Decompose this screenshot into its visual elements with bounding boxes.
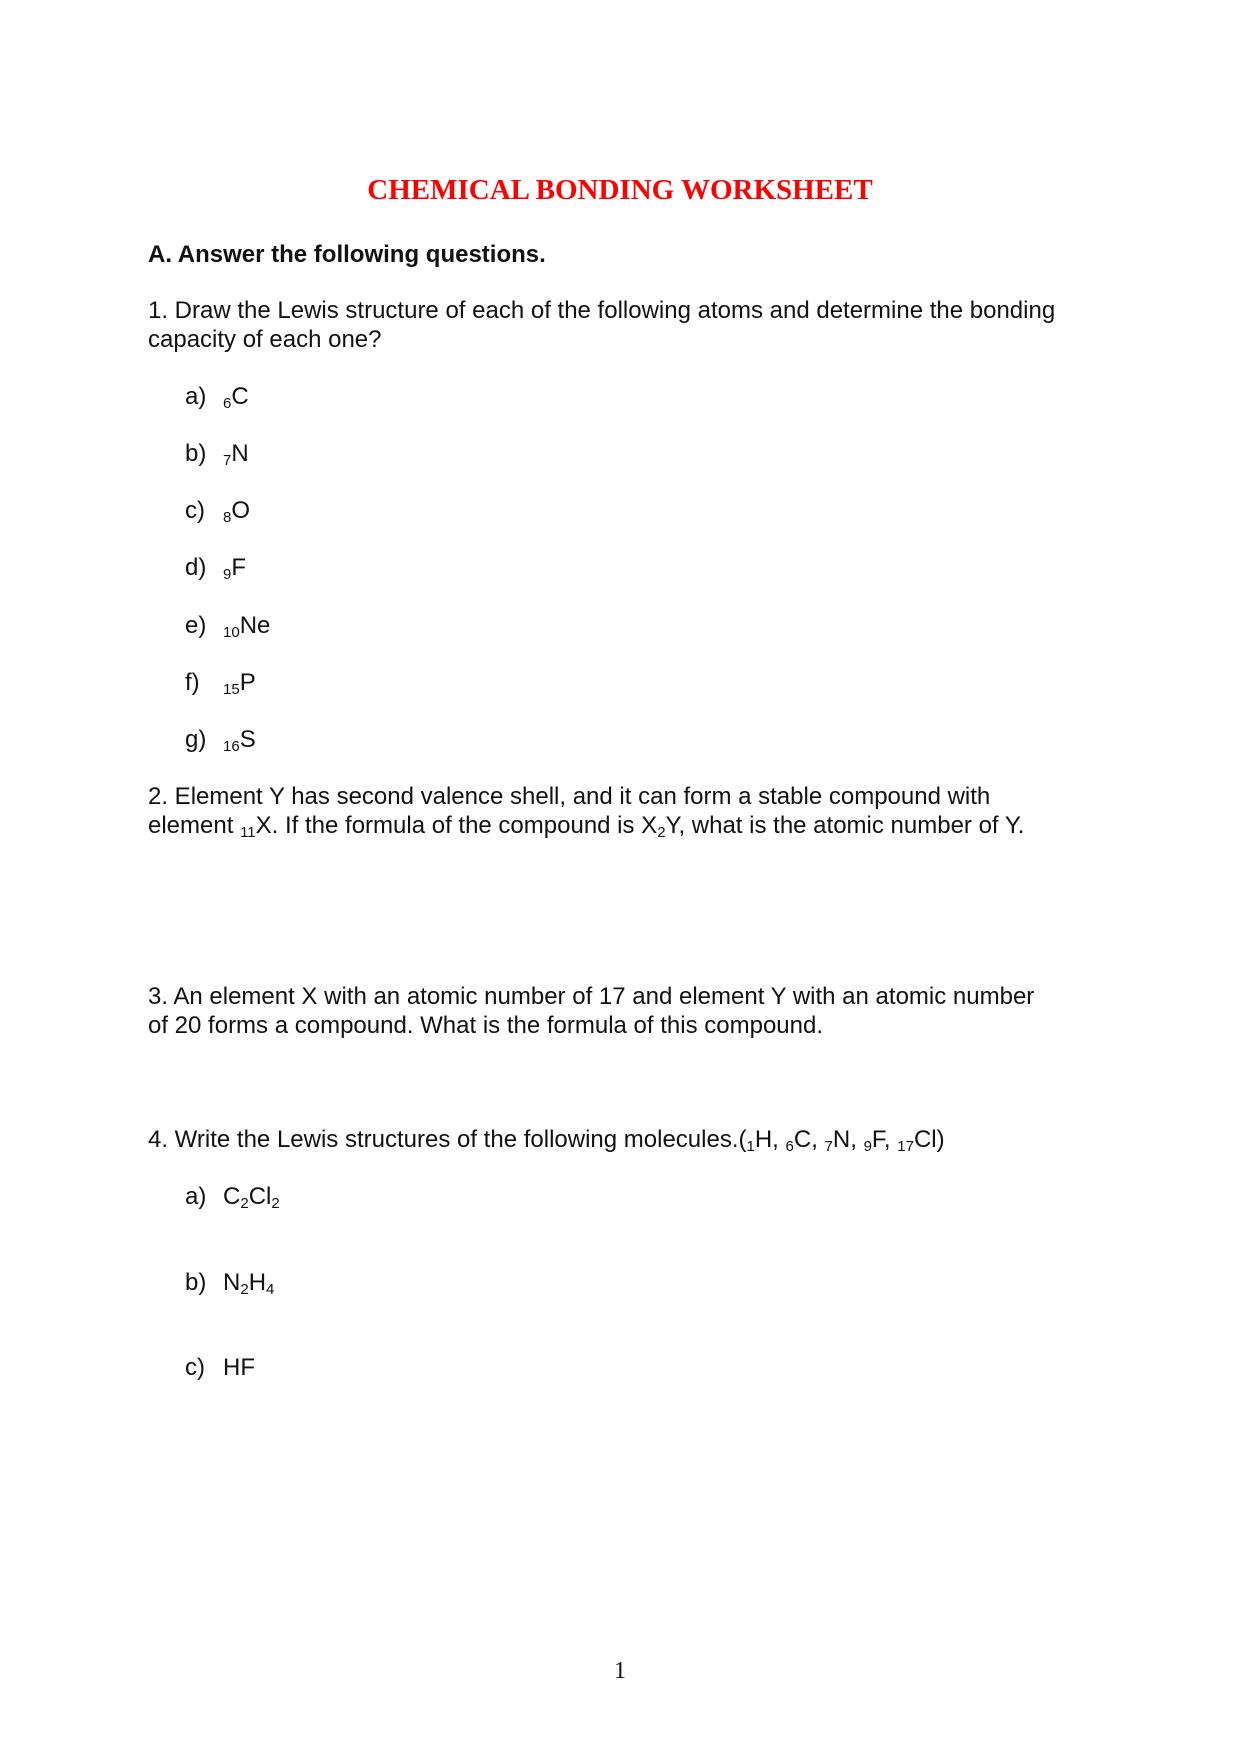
q4-prefix: 4. Write the Lewis structures of the following molecules.( [148, 1126, 747, 1153]
item-label: d) [185, 554, 207, 581]
q1-item-c [185, 496, 250, 532]
q1-line2: capacity of each one? [148, 326, 382, 353]
atomic-number: 7 [824, 1138, 833, 1155]
separator: , [772, 1126, 786, 1153]
element-symbol: H [754, 1126, 773, 1153]
q2-line1: 2. Element Y has second valence shell, and it can form a stable compound with [148, 783, 991, 810]
q4-item-c [185, 1353, 255, 1382]
formula-part: HF [223, 1354, 255, 1381]
q3-line2: of 20 forms a compound. What is the formula of this compound. [148, 1012, 823, 1039]
item-label: c) [185, 1354, 205, 1381]
atomic-number: 16 [223, 738, 240, 755]
formula-part: N [223, 1269, 241, 1296]
item-label: f) [185, 669, 200, 696]
atomic-number: 17 [897, 1138, 914, 1155]
q4-item-a [185, 1182, 280, 1218]
q1-item-d [185, 553, 246, 589]
element-symbol: S [239, 726, 256, 753]
atomic-number: 15 [223, 681, 240, 698]
element-symbol: Ne [239, 612, 271, 639]
atomic-number: 8 [223, 509, 232, 526]
formula-subscript: 2 [271, 1195, 280, 1212]
element-symbol: O [231, 497, 251, 524]
formula-part: Cl [248, 1183, 272, 1210]
separator: , [883, 1126, 898, 1153]
section-heading: A. Answer the following questions. [148, 241, 546, 268]
element-symbol: C [231, 383, 249, 410]
q4-item-b [185, 1268, 274, 1304]
separator: , [811, 1126, 825, 1153]
element-symbol: N [832, 1126, 851, 1153]
subscript-count: 2 [657, 824, 666, 841]
separator: , [850, 1126, 864, 1153]
q2-line2 [148, 811, 1024, 847]
atomic-number: 1 [746, 1138, 755, 1155]
q4-line1 [148, 1125, 945, 1161]
element-symbol: P [239, 669, 256, 696]
atomic-number: 9 [223, 566, 232, 583]
item-label: g) [185, 726, 207, 753]
atomic-number: 6 [785, 1138, 794, 1155]
q1-line1: 1. Draw the Lewis structure of each of the following atoms and determine the bonding [148, 297, 1056, 324]
element-symbol: F [231, 554, 247, 581]
atomic-number: 11 [240, 824, 256, 841]
element-symbol: C [793, 1126, 812, 1153]
q3-line1: 3. An element X with an atomic number of 17 and element Y with an atomic number [148, 983, 1035, 1010]
item-label: b) [185, 1269, 207, 1296]
q2-text-a: element [148, 812, 241, 839]
element-symbol: Cl [913, 1126, 937, 1153]
element-symbol: N [231, 440, 249, 467]
q1-item-f [185, 668, 256, 704]
item-label: a) [185, 1183, 207, 1210]
page-number: 1 [614, 1658, 626, 1684]
formula-part: H [248, 1269, 267, 1296]
formula-subscript: 4 [266, 1281, 275, 1298]
formula-part: C [223, 1183, 241, 1210]
q1-item-b [185, 439, 249, 475]
element-symbol: F [871, 1126, 884, 1153]
formula-subscript: 2 [240, 1195, 249, 1212]
q1-item-g [185, 725, 256, 761]
worksheet-title: CHEMICAL BONDING WORKSHEET [367, 174, 873, 206]
item-label: a) [185, 383, 207, 410]
q2-text-b: X. If the formula of the compound is X [255, 812, 658, 839]
separator: ) [936, 1126, 945, 1153]
formula-subscript: 2 [240, 1281, 249, 1298]
q1-item-a [185, 382, 249, 418]
atomic-number: 7 [223, 452, 232, 469]
atomic-number: 9 [863, 1138, 872, 1155]
q1-item-e [185, 611, 270, 647]
atomic-number: 10 [223, 624, 240, 641]
item-label: b) [185, 440, 207, 467]
item-label: c) [185, 497, 205, 524]
atomic-number: 6 [223, 395, 232, 412]
item-label: e) [185, 612, 207, 639]
q2-text-c: Y, what is the atomic number of Y. [665, 812, 1025, 839]
